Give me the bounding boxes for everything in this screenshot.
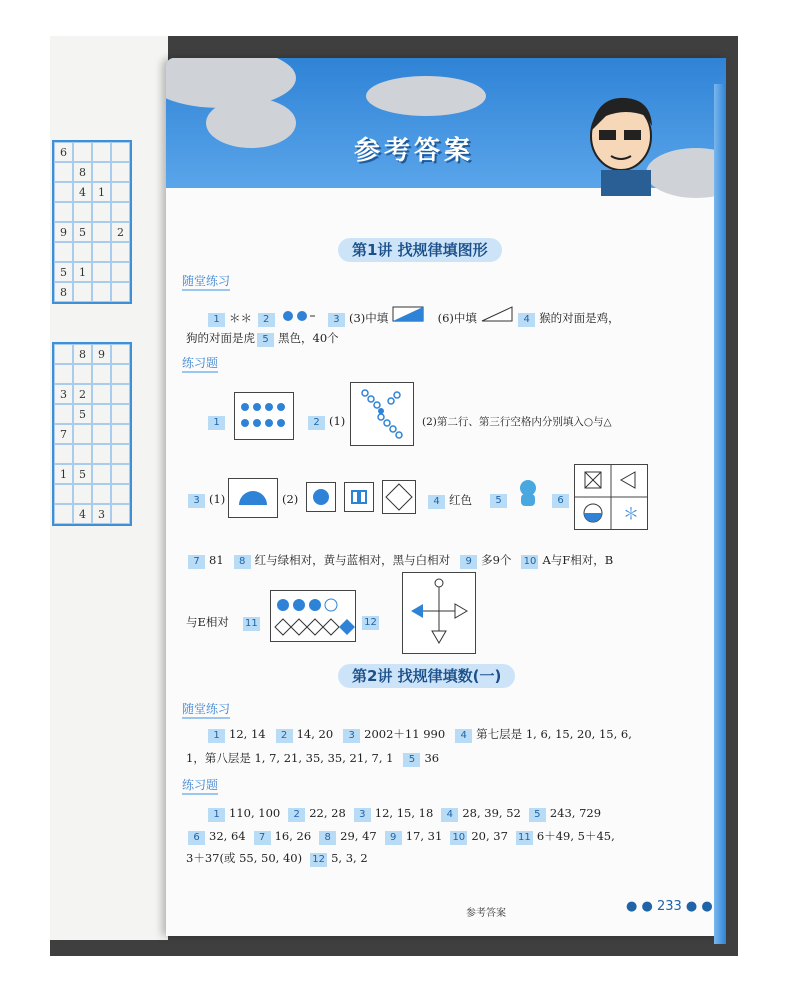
grid-cell — [73, 282, 92, 302]
grid-cell — [111, 444, 130, 464]
square-figure — [344, 482, 374, 512]
grid-cell — [92, 404, 111, 424]
grid-cell — [92, 364, 111, 384]
grid-cell — [111, 464, 130, 484]
grid-cell — [111, 282, 130, 302]
exercise-heading-2: 练习题 — [182, 776, 218, 795]
grid-cell: 1 — [92, 182, 111, 202]
grid-cell — [54, 162, 73, 182]
grid-cell: 9 — [92, 344, 111, 364]
grid-cell — [73, 424, 92, 444]
practice-heading-1: 随堂练习 — [182, 272, 230, 291]
grid-cell: 7 — [54, 424, 73, 444]
grid-cell — [92, 424, 111, 444]
photo-frame — [50, 36, 738, 956]
answer-line: 3＋37(或 55, 50, 40) 12 5, 3, 2 — [186, 851, 368, 865]
grid-cell — [54, 484, 73, 504]
grid-cell: 5 — [73, 222, 92, 242]
grid-cell — [92, 282, 111, 302]
grid-cell — [92, 464, 111, 484]
page-number: ● ● 233 ● ● — [626, 899, 713, 914]
grid-cell — [111, 344, 130, 364]
answer-line: 1 12, 14 2 14, 20 3 2002＋11 990 4 第七层是 1, 6, 15, 20, 15, 6, — [206, 726, 632, 743]
grid-cell: 3 — [92, 504, 111, 524]
circle-figure — [306, 482, 336, 512]
answer-line: 7 81 8 红与绿相对，黄与蓝相对，黑与白相对 9 多9个 10 A与F相对，B — [186, 552, 613, 569]
half-circle-figure — [228, 478, 278, 518]
grid-cell — [111, 424, 130, 444]
grid-cell — [111, 162, 130, 182]
grid-cell — [111, 202, 130, 222]
circle-sequence-icon — [282, 310, 322, 322]
answer-line: 6 — [550, 492, 573, 508]
dog-icon — [516, 478, 540, 508]
grid-cell — [92, 242, 111, 262]
dots-figure — [234, 392, 294, 440]
grid-cell — [111, 142, 130, 162]
grid-cell: 8 — [73, 162, 92, 182]
answer-line: 12 — [360, 614, 383, 630]
y-dots-figure — [350, 382, 414, 446]
grid-cell — [92, 202, 111, 222]
grid-cell — [111, 484, 130, 504]
grid-cell — [73, 484, 92, 504]
grid-cell: 1 — [54, 464, 73, 484]
grid-cell: 6 — [54, 142, 73, 162]
sudoku-grid-bottom — [52, 342, 132, 526]
diamond-figure — [382, 480, 416, 514]
grid-cell — [92, 262, 111, 282]
left-page — [50, 36, 168, 940]
grid-cell — [111, 384, 130, 404]
grid-cell — [54, 182, 73, 202]
grid-cell — [73, 242, 92, 262]
grid-cell: 4 — [73, 504, 92, 524]
arrow-cross-figure — [402, 572, 476, 654]
cartoon-man-icon — [566, 86, 676, 196]
shape-sequence-figure — [270, 590, 356, 642]
grid-cell: 2 — [111, 222, 130, 242]
triangle-outline-icon — [481, 306, 513, 322]
grid-cell — [54, 202, 73, 222]
grid-cell — [54, 364, 73, 384]
exercise-heading-1: 练习题 — [182, 354, 218, 373]
grid-cell — [111, 364, 130, 384]
grid-cell — [54, 444, 73, 464]
sudoku-grid-top — [52, 140, 132, 304]
banner — [166, 58, 726, 188]
answer-line: 1，第八层是 1, 7, 21, 35, 35, 21, 7, 1 5 36 — [186, 751, 440, 765]
grid-cell — [92, 484, 111, 504]
answer-line: 6 32, 64 7 16, 26 8 29, 47 9 17, 31 10 20, 37 11 6＋49, 5＋45, — [186, 828, 615, 845]
book-edge — [714, 84, 726, 944]
grid-cell — [73, 444, 92, 464]
banner-title: 参考答案 — [354, 136, 475, 166]
answer-line: 1 110, 100 2 22, 28 3 12, 15, 18 4 28, 39, 52 5 243, 729 — [206, 806, 601, 822]
grid-cell: 5 — [73, 464, 92, 484]
answer-line: (2)第二行、第三行空格内分别填入○与△ — [422, 416, 612, 428]
grid-cell — [73, 202, 92, 222]
grid-cell — [92, 384, 111, 404]
answer-line: 狗的对面是虎 5 黑色，40个 — [186, 331, 339, 345]
four-cell-figure — [574, 464, 648, 530]
grid-cell — [111, 404, 130, 424]
grid-cell — [54, 504, 73, 524]
grid-cell — [111, 182, 130, 202]
grid-cell — [73, 142, 92, 162]
answer-line: 与E相对 11 — [186, 614, 264, 631]
answer-line: 4 红色 — [426, 492, 472, 509]
grid-cell — [54, 404, 73, 424]
practice-heading-2: 随堂练习 — [182, 700, 230, 719]
answer-line: 2 (1) — [306, 414, 345, 430]
answer-line: (2) — [282, 492, 299, 506]
grid-cell — [92, 162, 111, 182]
grid-cell — [111, 242, 130, 262]
grid-cell — [54, 242, 73, 262]
grid-cell — [111, 262, 130, 282]
answer-line: 5 — [488, 492, 511, 508]
grid-cell: 5 — [73, 404, 92, 424]
grid-cell — [92, 444, 111, 464]
grid-cell — [92, 222, 111, 242]
grid-cell: 2 — [73, 384, 92, 404]
grid-cell: 8 — [54, 282, 73, 302]
grid-cell: 4 — [73, 182, 92, 202]
grid-cell: 5 — [54, 262, 73, 282]
grid-cell: 3 — [54, 384, 73, 404]
answer-line: 3 (1) — [186, 492, 225, 508]
grid-cell — [92, 142, 111, 162]
answer-line: 1 ＊＊ 2 3 (3)中填 (6)中填 4 猴的对面是鸡， — [206, 306, 620, 327]
footer-label: 参考答案 — [466, 908, 506, 919]
lecture-2-title: 第2讲 找规律填数(一) — [338, 664, 515, 688]
grid-cell: 1 — [73, 262, 92, 282]
blue-parallelogram-icon — [392, 306, 424, 322]
lecture-1-title: 第1讲 找规律填图形 — [338, 238, 502, 262]
answer-page — [166, 58, 726, 936]
grid-cell — [111, 504, 130, 524]
answer-line: 1 — [206, 414, 229, 430]
svg-text:＊: ＊ — [623, 504, 640, 523]
grid-cell: 8 — [73, 344, 92, 364]
grid-cell — [73, 364, 92, 384]
grid-cell — [54, 344, 73, 364]
grid-cell: 9 — [54, 222, 73, 242]
